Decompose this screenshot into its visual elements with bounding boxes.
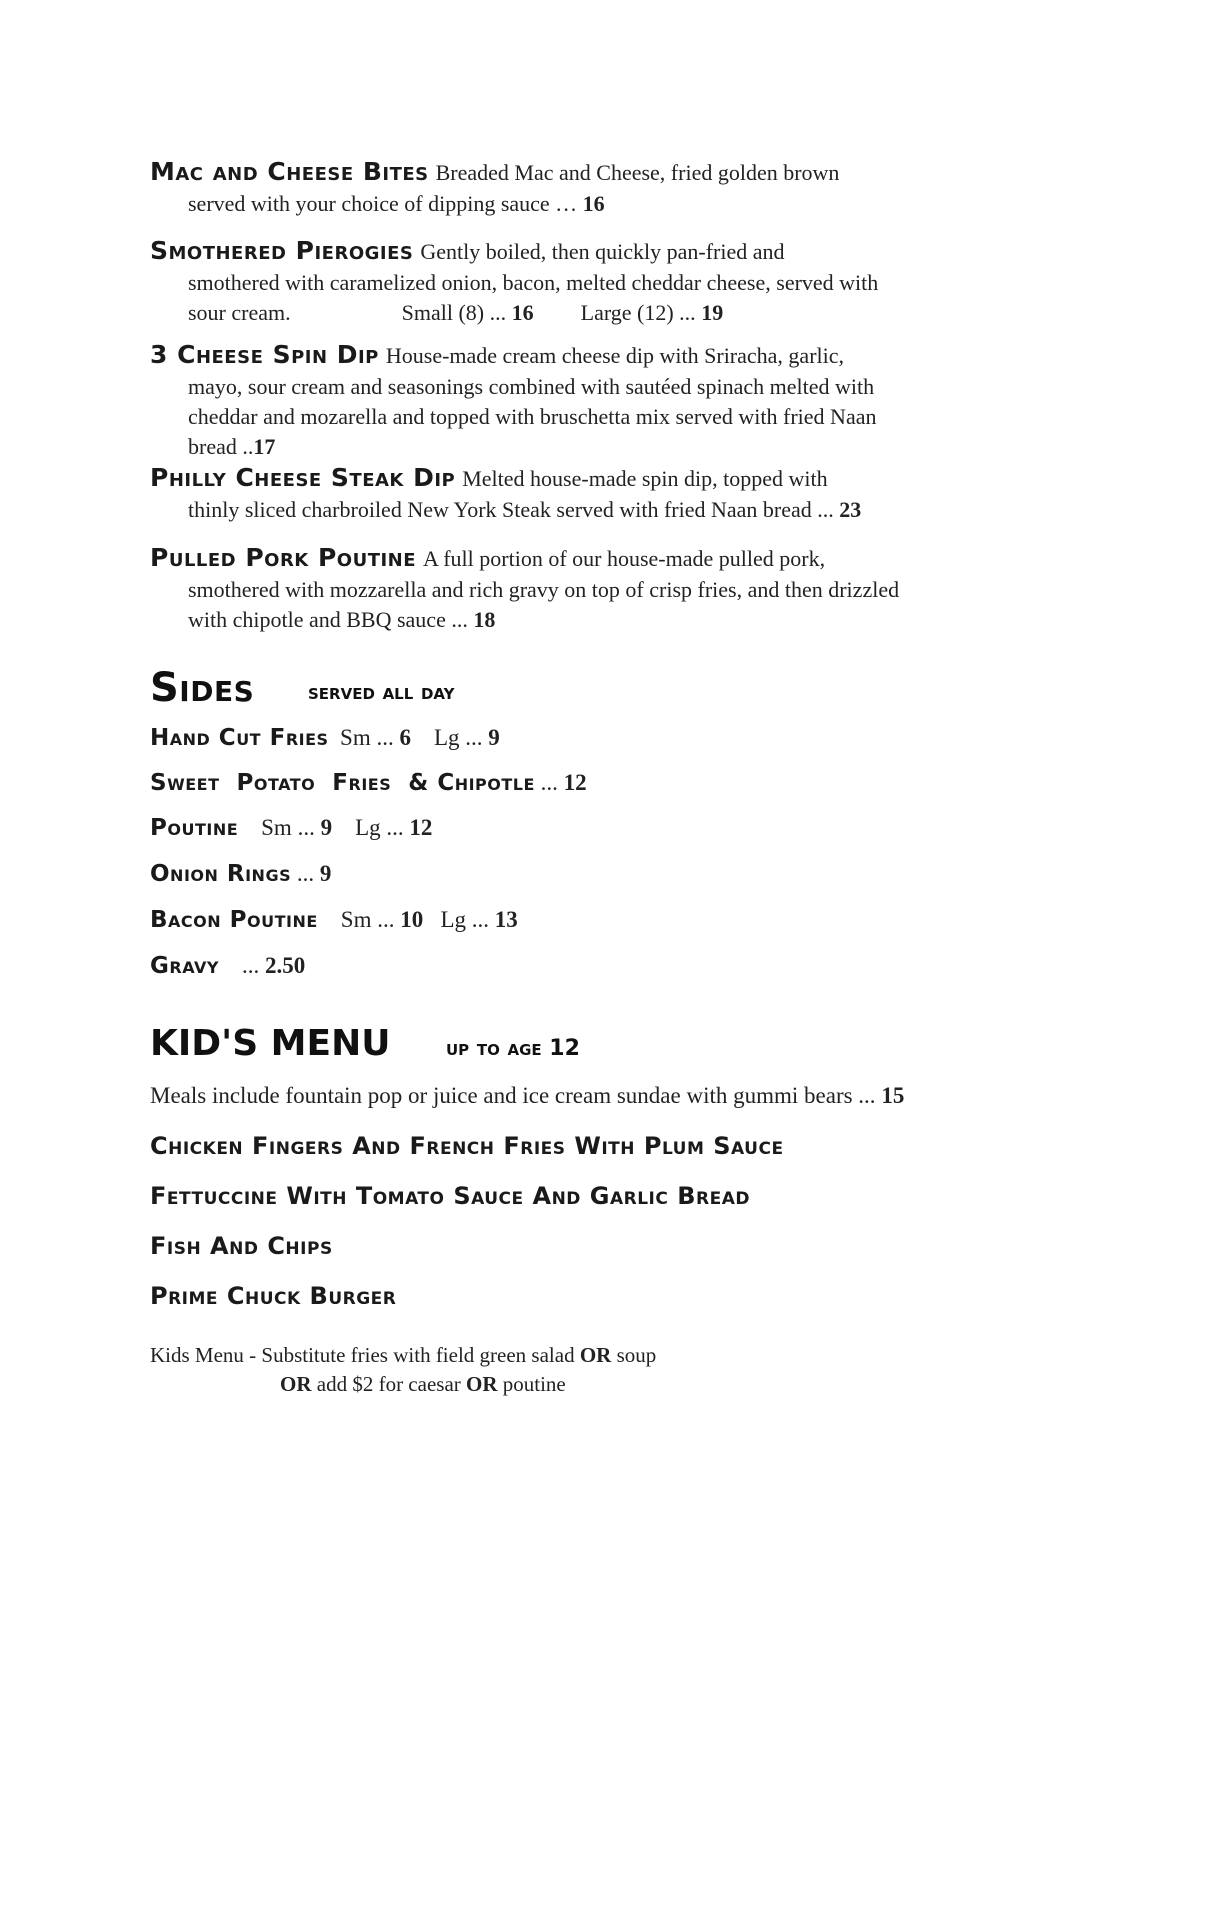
item-price: 23 <box>839 497 862 522</box>
side-price-large: 9 <box>488 725 500 750</box>
size-small: Sm ... <box>261 815 315 840</box>
size-small: Small (8) ... <box>401 300 507 325</box>
item-description: cheddar and mozarella and topped with bruschetta mix served with fried Naan <box>188 404 877 429</box>
size-large: Lg ... <box>440 907 490 932</box>
item-name: Smothered Pierogies <box>150 236 414 265</box>
item-name: Mac and Cheese Bites <box>150 157 429 186</box>
kids-title: KID'S MENU <box>150 1023 391 1064</box>
item-description: thinly sliced charbroiled New York Steak served with fried Naan bread ... <box>188 497 834 522</box>
size-large: Large (12) ... <box>580 300 696 325</box>
side-name: Hand Cut Fries <box>150 725 329 751</box>
item-description: sour cream. <box>188 300 291 325</box>
footnote-text: add $2 for caesar <box>316 1372 461 1396</box>
item-price-large: 19 <box>701 300 724 325</box>
side-price: 12 <box>563 770 587 795</box>
footnote-text: poutine <box>502 1372 566 1396</box>
item-description: A full portion of our house-made pulled pork, <box>423 546 826 571</box>
item-description: with chipotle and BBQ sauce ... <box>188 607 468 632</box>
side-item-sweet-potato-fries <box>150 770 587 796</box>
footnote-or: OR <box>579 1343 612 1367</box>
menu-item-pulled-pork-poutine <box>150 543 1050 635</box>
item-price: 18 <box>473 607 496 632</box>
size-large: Lg ... <box>433 725 483 750</box>
sides-subtitle: served all day <box>308 680 455 705</box>
menu-item-smothered-pierogies <box>150 236 1050 328</box>
item-name: Philly Cheese Steak Dip <box>150 463 456 492</box>
item-description: Melted house-made spin dip, topped with <box>462 466 828 491</box>
size-small: Sm ... <box>340 725 394 750</box>
menu-item-mac-cheese-bites <box>150 157 1050 219</box>
side-price-small: 9 <box>320 815 333 840</box>
sides-title: Sides <box>150 665 255 711</box>
side-name: Poutine <box>150 815 239 841</box>
menu-item-3-cheese-spin-dip <box>150 340 1050 462</box>
kids-item-fettuccine: Fettuccine With Tomato Sauce And Garlic Bread <box>150 1182 750 1210</box>
item-description: smothered with caramelized onion, bacon, melted cheddar cheese, served with <box>188 270 879 295</box>
side-name: Gravy <box>150 953 219 979</box>
kids-subtitle: up to age 12 <box>446 1036 580 1061</box>
side-name: Bacon Poutine <box>150 907 318 933</box>
side-price-large: 12 <box>409 815 433 840</box>
item-description: Breaded Mac and Cheese, fried golden brown <box>435 160 840 185</box>
side-suffix: ... <box>540 770 558 795</box>
item-description: bread .. <box>188 434 254 459</box>
menu-item-philly-cheese-steak-dip <box>150 463 1050 525</box>
footnote-text: soup <box>616 1343 657 1367</box>
item-price: 16 <box>582 191 605 216</box>
side-price: 9 <box>319 861 332 886</box>
kids-item-fish-and-chips: Fish And Chips <box>150 1232 333 1260</box>
side-price: 2.50 <box>264 953 306 978</box>
item-description: mayo, sour cream and seasonings combined with sautéed spinach melted with <box>188 374 875 399</box>
kids-item-prime-chuck-burger: Prime Chuck Burger <box>150 1282 397 1310</box>
item-description: Gently boiled, then quickly pan-fried and <box>420 239 785 264</box>
side-item-hand-cut-fries <box>150 725 500 751</box>
item-price-small: 16 <box>511 300 534 325</box>
side-price-small: 10 <box>400 907 424 932</box>
side-item-bacon-poutine <box>150 907 518 933</box>
side-item-onion-rings <box>150 861 331 887</box>
item-price: 17 <box>253 434 276 459</box>
kids-meal-note <box>150 1083 904 1109</box>
side-price-small: 6 <box>399 725 411 750</box>
side-suffix: ... <box>241 953 260 978</box>
item-name: Pulled Pork Poutine <box>150 543 417 572</box>
side-item-poutine <box>150 815 432 841</box>
item-description: House-made cream cheese dip with Sriracha, garlic, <box>385 343 845 368</box>
kids-note-text: Meals include fountain pop or juice and ice cream sundae with gummi bears ... <box>150 1083 876 1108</box>
side-suffix: ... <box>296 861 315 886</box>
kids-item-chicken-fingers: Chicken Fingers And French Fries With Plum Sauce <box>150 1132 784 1160</box>
item-name: 3 Cheese Spin Dip <box>150 340 379 369</box>
size-large: Lg ... <box>355 815 404 840</box>
kids-note-price: 15 <box>881 1083 905 1108</box>
item-description: smothered with mozzarella and rich gravy on top of crisp fries, and then drizzled <box>188 577 900 602</box>
side-item-gravy <box>150 953 305 979</box>
side-name: Sweet Potato Fries & Chipotle <box>150 770 535 796</box>
kids-footnote <box>150 1341 656 1399</box>
footnote-or: OR <box>466 1372 498 1396</box>
side-name: Onion Rings <box>150 861 292 887</box>
side-price-large: 13 <box>494 907 518 932</box>
footnote-or: OR <box>280 1372 312 1396</box>
size-small: Sm ... <box>340 907 395 932</box>
footnote-text: Kids Menu - Substitute fries with field green salad <box>150 1343 575 1367</box>
item-description: served with your choice of dipping sauce … <box>188 191 578 216</box>
